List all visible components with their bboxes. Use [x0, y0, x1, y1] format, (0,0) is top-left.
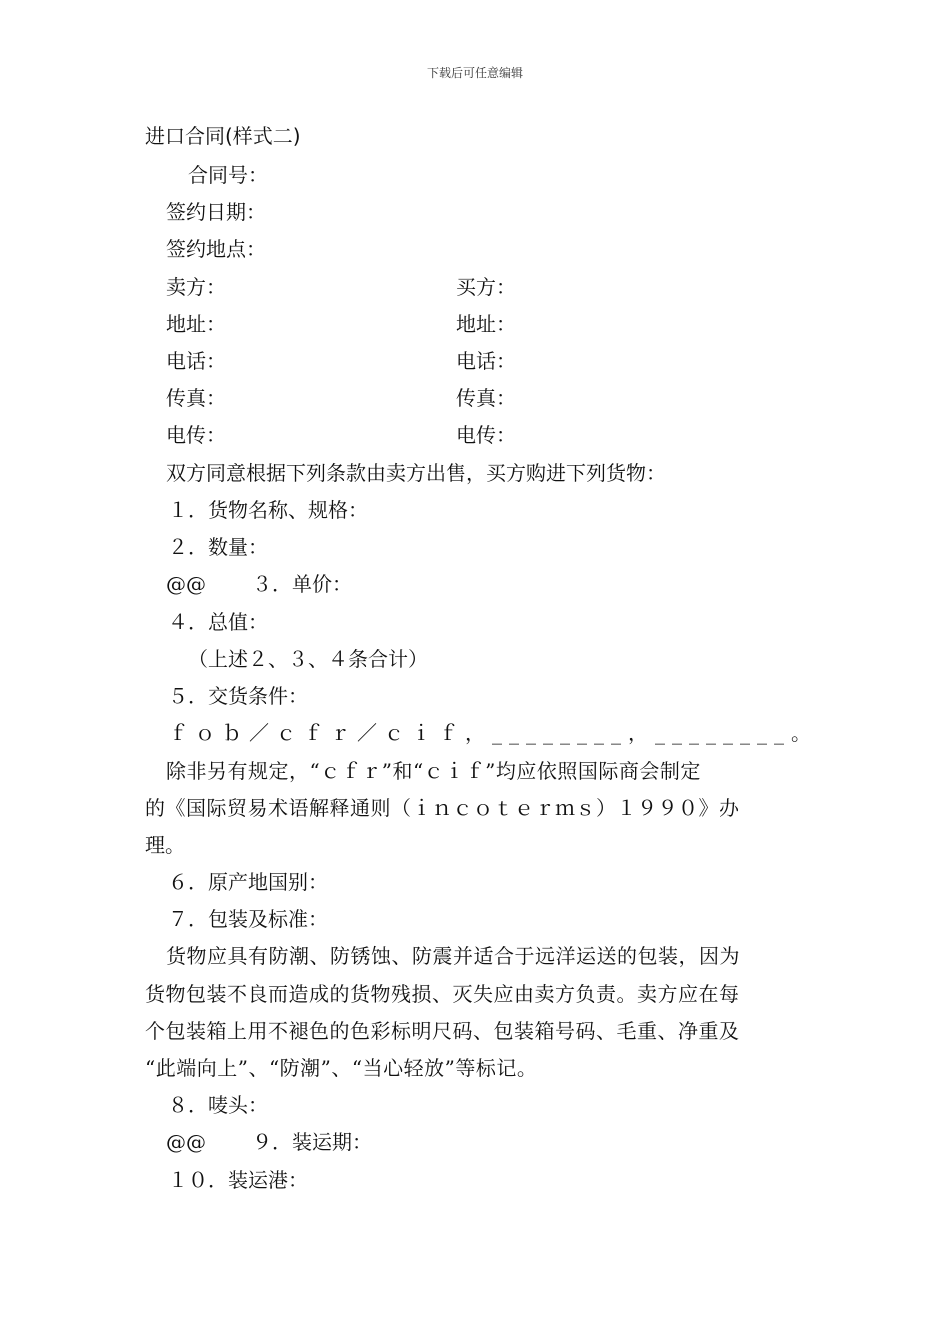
intro-paragraph: 双方同意根据下列条款由卖方出售，买方购进下列货物：: [166, 461, 666, 485]
buyer-phone-label: 电话：: [456, 349, 516, 373]
page-header-note: 下载后可任意编辑: [426, 66, 523, 80]
clause-2-quantity: ２．数量：: [168, 535, 268, 559]
sign-date-label: 签约日期：: [166, 200, 266, 224]
clause-6-origin: ６．原产地国别：: [168, 870, 328, 894]
buyer-label: 买方：: [456, 275, 516, 299]
document-title: 进口合同(样式二): [145, 124, 301, 148]
clause-3-unit-price: ３．单价：: [252, 572, 352, 596]
clause-4-note: （上述２、３、４条合计）: [188, 647, 428, 671]
clause-8-shipping-marks: ８．唛头：: [168, 1093, 268, 1117]
contract-number-label: 合同号：: [188, 163, 268, 187]
clause-3-marker: @@: [166, 572, 206, 596]
incoterms-paragraph-line-2: 的《国际贸易术语解释通则（ｉｎｃｏｔｅｒｍｓ）１９９０》办: [145, 796, 740, 820]
clause-10-port-of-shipment: １０．装运港：: [168, 1168, 308, 1192]
clause-9-shipment-time: ９．装运期：: [252, 1130, 372, 1154]
seller-fax-label: 传真：: [166, 386, 226, 410]
sign-place-label: 签约地点：: [166, 237, 266, 261]
clause-4-total-value: ４．总值：: [168, 610, 268, 634]
packing-paragraph-line-3: 个包装箱上用不褪色的色彩标明尺码、包装箱号码、毛重、净重及: [145, 1019, 740, 1043]
seller-phone-label: 电话：: [166, 349, 226, 373]
clause-5-terms-line: ｆｏｂ／ｃｆｒ／ｃｉｆ，________，________。: [168, 721, 818, 745]
incoterms-paragraph-line-3: 理。: [145, 833, 185, 857]
clause-9-marker: @@: [166, 1130, 206, 1154]
buyer-fax-label: 传真：: [456, 386, 516, 410]
buyer-telex-label: 电传：: [456, 423, 516, 447]
buyer-address-label: 地址：: [456, 312, 516, 336]
clause-1-goods: １．货物名称、规格：: [168, 498, 368, 522]
packing-paragraph-line-4: “此端向上”、“防潮”、“当心轻放”等标记。: [145, 1056, 538, 1080]
packing-paragraph-line-2: 货物包装不良而造成的货物残损、灭失应由卖方负责。卖方应在每: [145, 982, 740, 1006]
seller-address-label: 地址：: [166, 312, 226, 336]
seller-label: 卖方：: [166, 275, 226, 299]
seller-telex-label: 电传：: [166, 423, 226, 447]
packing-paragraph-line-1: 货物应具有防潮、防锈蚀、防震并适合于远洋运送的包装，因为: [166, 944, 740, 968]
incoterms-paragraph-line-1: 除非另有规定，“ｃｆｒ”和“ｃｉｆ”均应依照国际商会制定: [166, 759, 701, 783]
clause-5-delivery-terms: ５．交货条件：: [168, 684, 308, 708]
clause-7-packing: ７．包装及标准：: [168, 907, 328, 931]
